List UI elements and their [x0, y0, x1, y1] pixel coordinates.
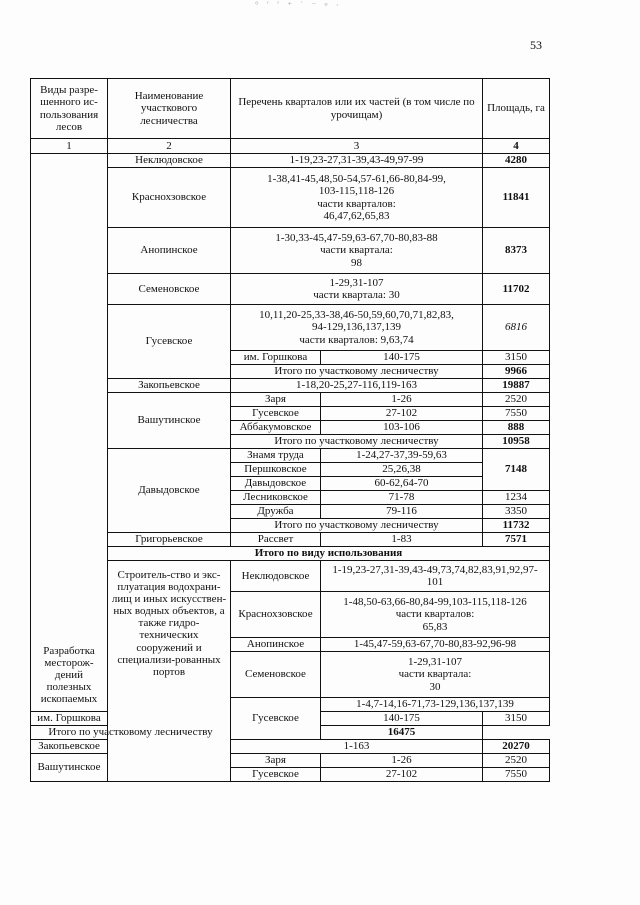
sub-forestry: Заря [231, 754, 321, 768]
subtotal-label: Итого по участковому лесничеству [231, 435, 483, 449]
forestry-name: Анопинское [108, 228, 231, 274]
sub-forestry: Дружба [231, 505, 321, 519]
table-header-row [31, 79, 550, 139]
quarters: 1-29,31-107 части квартала: 30 [321, 652, 550, 698]
area: 4280 [483, 154, 550, 168]
area: 3150 [483, 712, 550, 726]
subtotal-value: 11732 [483, 519, 550, 533]
forestry-name: Закопьевское [31, 740, 108, 754]
forestry-name: Вашутинское [31, 754, 108, 782]
table-row [31, 274, 550, 305]
sub-forestry: Гусевское [231, 407, 321, 421]
table-row [31, 168, 550, 228]
forestry-name: Семеновское [108, 274, 231, 305]
subtotal-label: Итого по участковому лесничеству [231, 365, 483, 379]
area: 6816 [483, 305, 550, 351]
table-row [31, 305, 550, 351]
quarters: 1-26 [321, 754, 483, 768]
table-row [31, 393, 550, 407]
table-column-numbers [31, 139, 550, 154]
header-quarters: Перечень кварталов или их частей (в том числе по урочищам) [231, 79, 483, 139]
sub-forestry: Лесниковское [231, 491, 321, 505]
forestry-name: Краснохзовское [231, 592, 321, 638]
forestry-name: Давыдовское [108, 449, 231, 533]
quarters: 1-18,20-25,27-116,119-163 [231, 379, 483, 393]
sub-forestry: Заря [231, 393, 321, 407]
header-use-type: Виды разре-шенного ис-пользования лесов [31, 79, 108, 139]
sub-forestry: Рассвет [231, 533, 321, 547]
quarters: 25,26,38 [321, 463, 483, 477]
area: 7571 [483, 533, 550, 547]
quarters: 1-4,7-14,16-71,73-129,136,137,139 [321, 698, 550, 712]
sub-forestry: им. Горшкова [31, 712, 108, 726]
use-type-reservoirs: Строитель-ство и экс-плуатация водохрани-лищ и иных искусствен-ных водных объектов, а также гидро-технических сооружений и специализи-рованных портов [108, 561, 231, 782]
area: 7550 [483, 407, 550, 421]
area: 11702 [483, 274, 550, 305]
area: 3350 [483, 505, 550, 519]
sub-forestry: Гусевское [231, 768, 321, 782]
quarters: 10,11,20-25,33-38,46-50,59,60,70,71,82,83, 94-129,136,137,139 части кварталов: 9,63,74 [231, 305, 483, 351]
subtotal-value: 10958 [483, 435, 550, 449]
use-type-mining: Разработка месторож-дений полезных ископаемых [31, 154, 108, 712]
forestry-name: Гусевское [108, 305, 231, 379]
area: 19887 [483, 379, 550, 393]
forest-use-table [30, 78, 550, 782]
use-total-label: Итого по виду использования [108, 547, 550, 561]
area: 7148 [483, 449, 550, 491]
forestry-name: Неклюдовское [108, 154, 231, 168]
table-row [31, 154, 550, 168]
table-row [31, 379, 550, 393]
table-row [31, 561, 550, 592]
quarters: 1-24,27-37,39-59,63 [321, 449, 483, 463]
area: 3150 [483, 351, 550, 365]
sub-forestry: Першковское [231, 463, 321, 477]
quarters: 27-102 [321, 768, 483, 782]
area: 2520 [483, 393, 550, 407]
quarters: 79-116 [321, 505, 483, 519]
quarters: 1-45,47-59,63-67,70-80,83-92,96-98 [321, 638, 550, 652]
quarters: 1-83 [321, 533, 483, 547]
subtotal-value: 16475 [321, 726, 483, 740]
forestry-name: Вашутинское [108, 393, 231, 449]
quarters: 1-30,33-45,47-59,63-67,70-80,83-88 части квартала: 98 [231, 228, 483, 274]
forestry-name: Семеновское [231, 652, 321, 698]
table-row [31, 533, 550, 547]
quarters: 1-19,23-27,31-39,43-49,97-99 [231, 154, 483, 168]
forestry-name: Гусевское [231, 698, 321, 740]
sub-forestry: Знамя труда [231, 449, 321, 463]
quarters: 140-175 [321, 351, 483, 365]
forestry-name: Григорьевское [108, 533, 231, 547]
area: 2520 [483, 754, 550, 768]
subtotal-label: Итого по участковому лесничеству [231, 519, 483, 533]
sub-forestry: Аббакумовское [231, 421, 321, 435]
sub-forestry: им. Горшкова [231, 351, 321, 365]
col-num: 3 [231, 139, 483, 154]
area: 11841 [483, 168, 550, 228]
col-num: 2 [108, 139, 231, 154]
col-num: 4 [483, 139, 550, 154]
col-num: 1 [31, 139, 108, 154]
forestry-name: Закопьевское [108, 379, 231, 393]
forestry-name: Краснохзовское [108, 168, 231, 228]
subtotal-value: 9966 [483, 365, 550, 379]
header-area: Площадь, га [483, 79, 550, 139]
table-row [31, 449, 550, 463]
scan-marks: ° ′ ′ ⁺ ˙ ⁻ ᵠ · [255, 0, 342, 10]
sub-forestry: Давыдовское [231, 477, 321, 491]
quarters: 1-163 [231, 740, 483, 754]
quarters: 140-175 [321, 712, 483, 726]
quarters: 1-26 [321, 393, 483, 407]
quarters: 103-106 [321, 421, 483, 435]
page-number: 53 [530, 38, 542, 52]
quarters: 1-38,41-45,48,50-54,57-61,66-80,84-99, 103-115,118-126 части кварталов: 46,47,62,65,83 [231, 168, 483, 228]
header-forestry: Наименование участкового лесничества [108, 79, 231, 139]
area: 888 [483, 421, 550, 435]
table-row [31, 228, 550, 274]
forestry-name: Неклюдовское [231, 561, 321, 592]
quarters: 1-19,23-27,31-39,43-49,73,74,82,83,91,92,97- 101 [321, 561, 550, 592]
quarters: 71-78 [321, 491, 483, 505]
subtotal-label: Итого по участковому лесничеству [31, 726, 231, 740]
forestry-name: Анопинское [231, 638, 321, 652]
quarters: 1-48,50-63,66-80,84-99,103-115,118-126 части кварталов: 65,83 [321, 592, 550, 638]
use-total-row [31, 547, 550, 561]
area: 20270 [483, 740, 550, 754]
quarters: 27-102 [321, 407, 483, 421]
area: 8373 [483, 228, 550, 274]
area: 1234 [483, 491, 550, 505]
area: 7550 [483, 768, 550, 782]
quarters: 1-29,31-107 части квартала: 30 [231, 274, 483, 305]
quarters: 60-62,64-70 [321, 477, 483, 491]
